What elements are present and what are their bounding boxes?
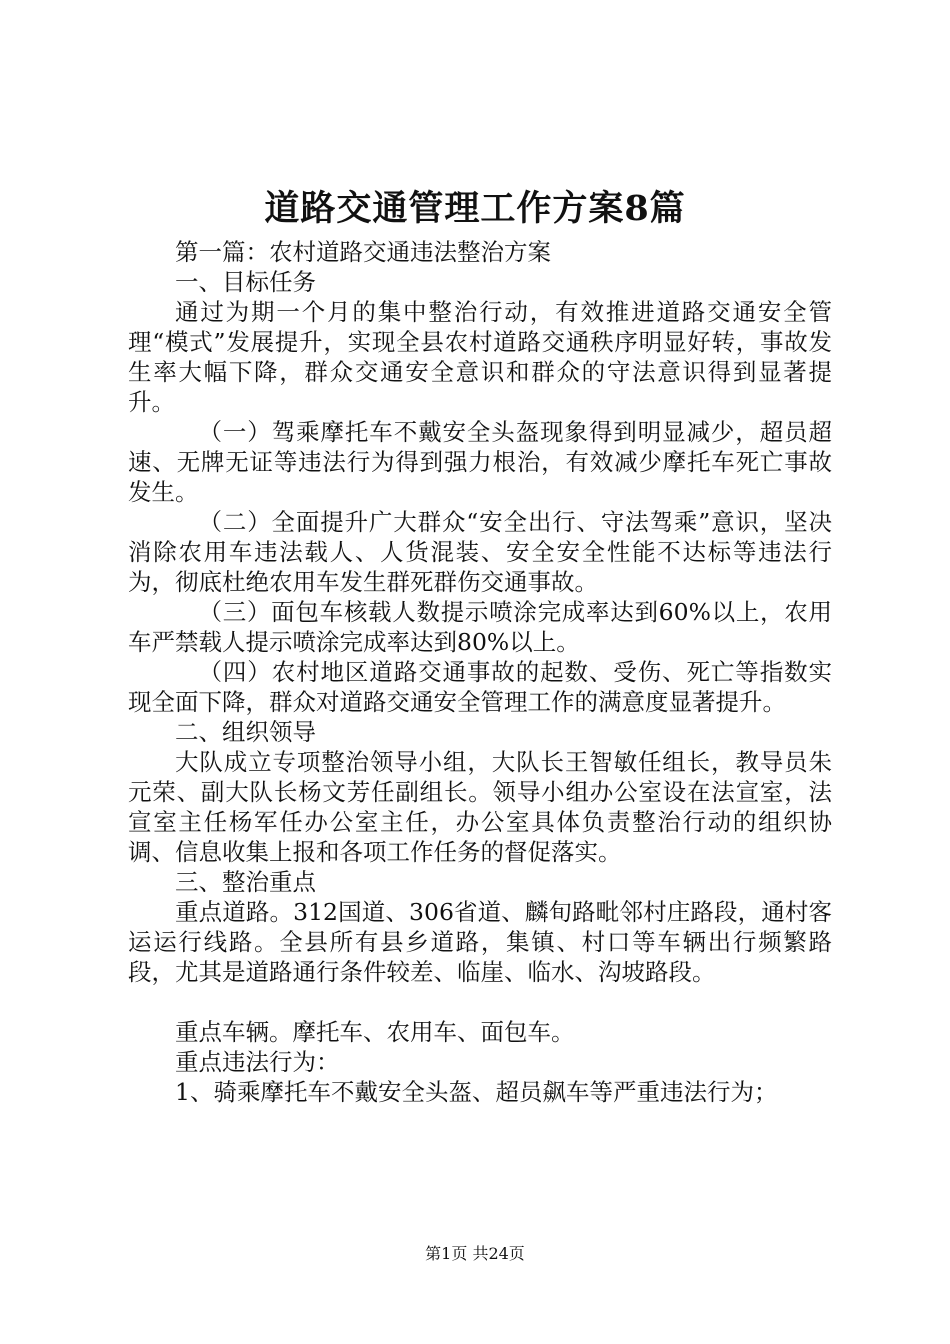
- paragraph-organization: 大队成立专项整治领导小组，大队长王智敏任组长，教导员朱元荣、副大队长杨文芳任副组长。领导小组办公室设在法宣室，法宣室主任杨军任办公室主任，办公室具体负责整治行动的组织协调、信息收集上报和各项工作任务的督促落实。: [128, 748, 832, 866]
- paragraph-focus-roads: 重点道路。312国道、306省道、麟旬路毗邻村庄路段，通村客运运行线路。全县所有县乡道路，集镇、村口等车辆出行频繁路段，尤其是道路通行条件较差、临崖、临水、沟坡路段。: [128, 898, 832, 986]
- page-footer: 第1页 共24页: [425, 1244, 525, 1263]
- section-heading-organization: 二、组织领导: [175, 718, 316, 746]
- section-heading-goals: 一、目标任务: [175, 268, 316, 296]
- paragraph-goal-1: （一）驾乘摩托车不戴安全头盔现象得到明显减少，超员超速、无牌无证等违法行为得到强力根治，有效减少摩托车死亡事故发生。: [128, 418, 832, 506]
- paragraph-focus-vehicles: 重点车辆。摩托车、农用车、面包车。: [175, 1018, 575, 1046]
- paragraph-violation-1: 1、骑乘摩托车不戴安全头盔、超员飙车等严重违法行为；: [175, 1078, 778, 1106]
- paragraph-goals-intro: 通过为期一个月的集中整治行动，有效推进道路交通安全管理“模式”发展提升，实现全县农村道路交通秩序明显好转，事故发生率大幅下降，群众交通安全意识和群众的守法意识得到显著提升。: [128, 298, 832, 416]
- section-heading-part-one: 第一篇：农村道路交通违法整治方案: [175, 238, 551, 266]
- paragraph-goal-4: （四）农村地区道路交通事故的起数、受伤、死亡等指数实现全面下降，群众对道路交通安全管理工作的满意度显著提升。: [128, 658, 832, 716]
- paragraph-focus-violations: 重点违法行为：: [175, 1048, 340, 1076]
- paragraph-goal-3: （三）面包车核载人数提示喷涂完成率达到60%以上，农用车严禁载人提示喷涂完成率达到80%以上。: [128, 598, 832, 656]
- section-heading-focus: 三、整治重点: [175, 868, 316, 896]
- paragraph-goal-2: （二）全面提升广大群众“安全出行、守法驾乘”意识，坚决消除农用车违法载人、人货混装、安全安全性能不达标等违法行为，彻底杜绝农用车发生群死群伤交通事故。: [128, 508, 832, 596]
- document-title: 道路交通管理工作方案8篇: [264, 188, 686, 229]
- document-body: [128, 237, 832, 1107]
